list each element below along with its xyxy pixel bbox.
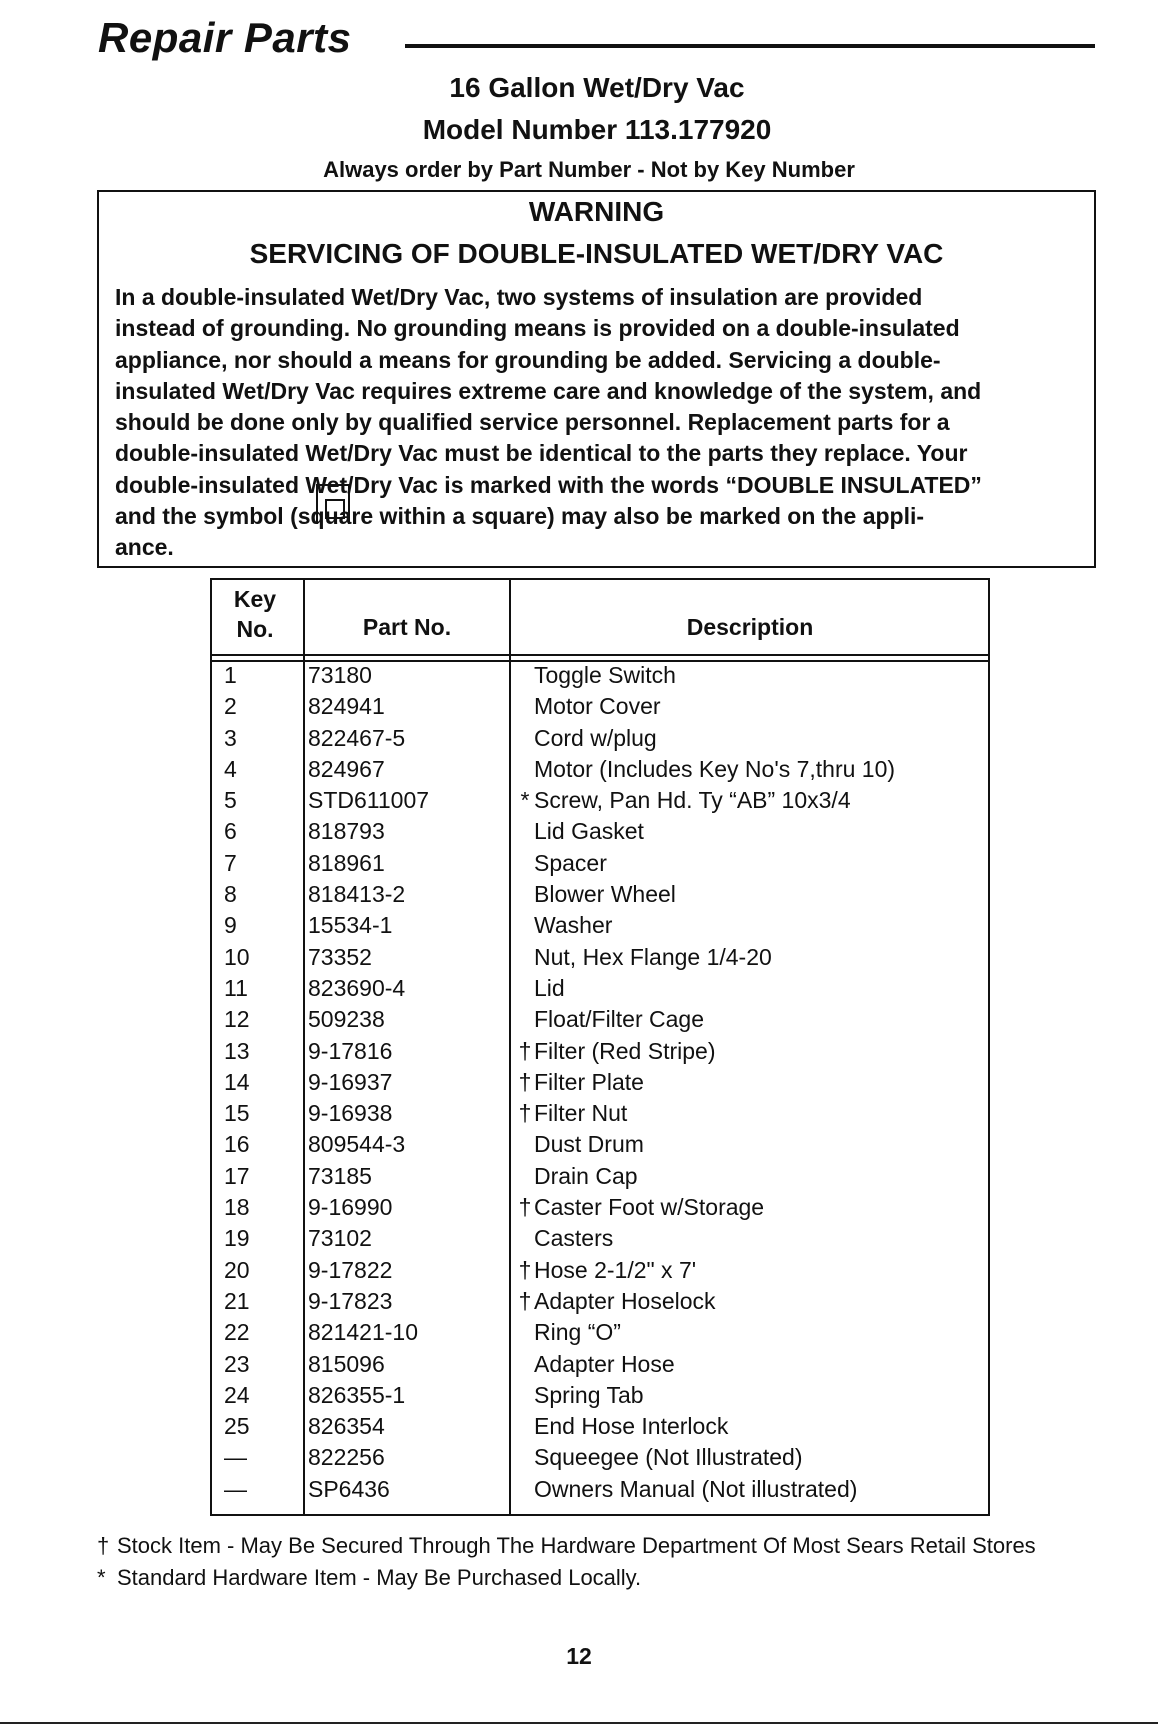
part-number-cell: 818961 [308,849,385,876]
key-cell: 21 [224,1287,250,1314]
key-cell: 20 [224,1256,250,1283]
asterisk-symbol: * [97,1565,106,1590]
part-number-cell: 824967 [308,755,385,782]
key-cell: 15 [224,1100,250,1127]
part-number-cell: 9-16937 [308,1068,393,1095]
table-row [212,1161,988,1192]
footnotes [97,1530,1107,1594]
table-row [212,816,988,847]
table-row [212,1036,988,1067]
key-cell: 14 [224,1068,250,1095]
part-number-cell: 15534-1 [308,912,393,939]
table-row [212,754,988,785]
description-cell: Dust Drum [534,1131,644,1158]
table-row [212,1411,988,1442]
description-cell: Nut, Hex Flange 1/4-20 [534,943,772,970]
key-cell: 19 [224,1225,250,1252]
table-row [212,848,988,879]
description-cell: Blower Wheel [534,881,676,908]
table-row [212,723,988,754]
table-row [212,910,988,941]
description-cell: Caster Foot w/Storage [534,1194,765,1221]
header-description: Description [686,614,814,640]
table-row [212,1474,988,1505]
table-row [212,1255,988,1286]
table-row [212,1380,988,1411]
description-cell: Casters [534,1225,614,1252]
key-cell: — [224,1444,247,1471]
part-number-cell: 821421-10 [308,1319,418,1346]
parts-table [210,578,990,1516]
key-cell: 16 [224,1131,250,1158]
table-row [212,1286,988,1317]
page-number: 12 [566,1643,592,1669]
product-name: 16 Gallon Wet/Dry Vac [449,72,745,103]
key-cell: 8 [224,881,237,908]
description-cell: Float/Filter Cage [534,1006,705,1033]
key-cell: 9 [224,912,237,939]
key-cell: 24 [224,1381,250,1408]
part-number-cell: 73180 [308,662,372,688]
key-cell: 12 [224,1006,250,1033]
key-cell: 25 [224,1413,250,1440]
model-number: Model Number 113.177920 [422,114,772,145]
description-cell: Spring Tab [534,1381,644,1408]
description-cell: Screw, Pan Hd. Ty “AB” 10x3/4 [534,787,851,814]
key-cell: 10 [224,943,250,970]
description-cell: Motor (Includes Key No's 7,thru 10) [534,755,896,782]
description-cell: Toggle Switch [534,662,676,688]
part-number-cell: 509238 [308,1006,385,1033]
part-number-cell: STD611007 [308,787,430,814]
part-number-cell: 9-17822 [308,1256,393,1283]
dagger-symbol: † [97,1533,110,1558]
stock-mark-cell: † [518,1194,532,1221]
key-cell: 23 [224,1350,250,1377]
key-cell: 1 [224,662,237,688]
description-cell: Lid Gasket [534,818,644,845]
footnote-text: Standard Hardware Item - May Be Purchased Locally. [117,1565,642,1590]
part-number-cell: 826354 [308,1413,385,1440]
description-cell: Spacer [534,849,607,876]
table-row [212,879,988,910]
description-cell: Squeegee (Not Illustrated) [534,1444,803,1471]
table-row [212,1349,988,1380]
footnote-standard-hardware [97,1562,1107,1594]
part-number-cell: 824941 [308,693,385,720]
footnote-stock-item [97,1530,1107,1562]
order-note: Always order by Part Number - Not by Key Number [323,157,855,182]
description-cell: Filter Nut [534,1100,628,1127]
part-number-cell: 9-16938 [308,1100,393,1127]
part-number-cell: 818413-2 [308,881,406,908]
table-row [212,1317,988,1348]
key-cell: 11 [224,974,248,1001]
header-part-no: Part No. [362,614,452,640]
header-rule [212,654,988,656]
header-key-no: Key No. [233,586,277,642]
table-row [212,660,988,691]
key-cell: 3 [224,724,237,751]
description-cell: Filter (Red Stripe) [534,1037,716,1064]
table-row [212,1192,988,1223]
key-cell: 7 [224,849,237,876]
key-cell: 22 [224,1319,250,1346]
part-number-cell: 815096 [308,1350,385,1377]
title-rule [405,44,1095,48]
part-number-cell: 73185 [308,1162,372,1189]
table-row [212,1004,988,1035]
table-row [212,785,988,816]
description-cell: Drain Cap [534,1162,638,1189]
table-row [212,1067,988,1098]
part-number-cell: 822467-5 [308,724,406,751]
description-cell: Hose 2-1/2" x 7' [534,1256,697,1283]
key-cell: 6 [224,818,237,845]
stock-mark-cell: † [518,1100,532,1127]
part-number-cell: 9-17816 [308,1037,393,1064]
part-number-cell: 822256 [308,1444,385,1471]
stock-mark-cell: † [518,1068,532,1095]
description-cell: Washer [534,912,613,939]
description-cell: Adapter Hoselock [534,1287,716,1314]
parts-rows [212,660,988,1505]
part-number-cell: 9-16990 [308,1194,393,1221]
key-cell: 13 [224,1037,250,1064]
stock-mark-cell: † [518,1287,532,1314]
description-cell: Motor Cover [534,693,661,720]
part-number-cell: 9-17823 [308,1287,393,1314]
warning-box [97,190,1096,568]
stock-mark-cell: † [518,1037,532,1064]
part-number-cell: 809544-3 [308,1131,406,1158]
stock-mark-cell: † [518,1256,532,1283]
key-cell: 5 [224,787,237,814]
warning-body: In a double-insulated Wet/Dry Vac, two systems of insulation are provided instead of grounding. No grounding means is provided on a double-insulated appliance, nor should a means for grounding be added. Servicing a double- insulated Wet/Dry Vac requires extreme care and knowledge of the system, and should be done only by qualified service personnel. Replacement parts for a double-insulated Wet/Dry Vac must be identical to the parts they replace. Your double-insulated Wet/Dry Vac is marked with the words “DOUBLE INSULATED” and the symbol (square within a square) may also be marked on the appli- ance. [115,284,982,561]
description-cell: Ring “O” [534,1319,621,1346]
double-insulated-icon [316,484,350,524]
key-cell: 17 [224,1162,250,1189]
table-row [212,1129,988,1160]
table-row [212,1223,988,1254]
table-row [212,942,988,973]
description-cell: Filter Plate [534,1068,644,1095]
table-row [212,973,988,1004]
description-cell: Cord w/plug [534,724,657,751]
footnote-text: Stock Item - May Be Secured Through The Hardware Department Of Most Sears Retail Stores [117,1533,1036,1558]
key-cell: 4 [224,755,237,782]
part-number-cell: 73102 [308,1225,372,1252]
key-cell: — [224,1475,247,1502]
part-number-cell: 826355-1 [308,1381,406,1408]
warning-title: WARNING [528,196,665,227]
description-cell: Lid [534,974,565,1001]
part-number-cell: 818793 [308,818,385,845]
key-cell: 18 [224,1194,250,1221]
part-number-cell: SP6436 [308,1475,390,1502]
table-row [212,1442,988,1473]
page-title: Repair Parts [98,14,352,61]
description-cell: End Hose Interlock [534,1413,729,1440]
part-number-cell: 73352 [308,943,372,970]
table-row [212,1098,988,1129]
table-row [212,691,988,722]
key-cell: 2 [224,693,237,720]
warning-subtitle: SERVICING OF DOUBLE-INSULATED WET/DRY VAC [249,238,944,269]
description-cell: Owners Manual (Not illustrated) [534,1475,858,1502]
stock-mark-cell: * [520,787,530,814]
bottom-rule [0,1722,1158,1724]
part-number-cell: 823690-4 [308,974,406,1001]
description-cell: Adapter Hose [534,1350,675,1377]
